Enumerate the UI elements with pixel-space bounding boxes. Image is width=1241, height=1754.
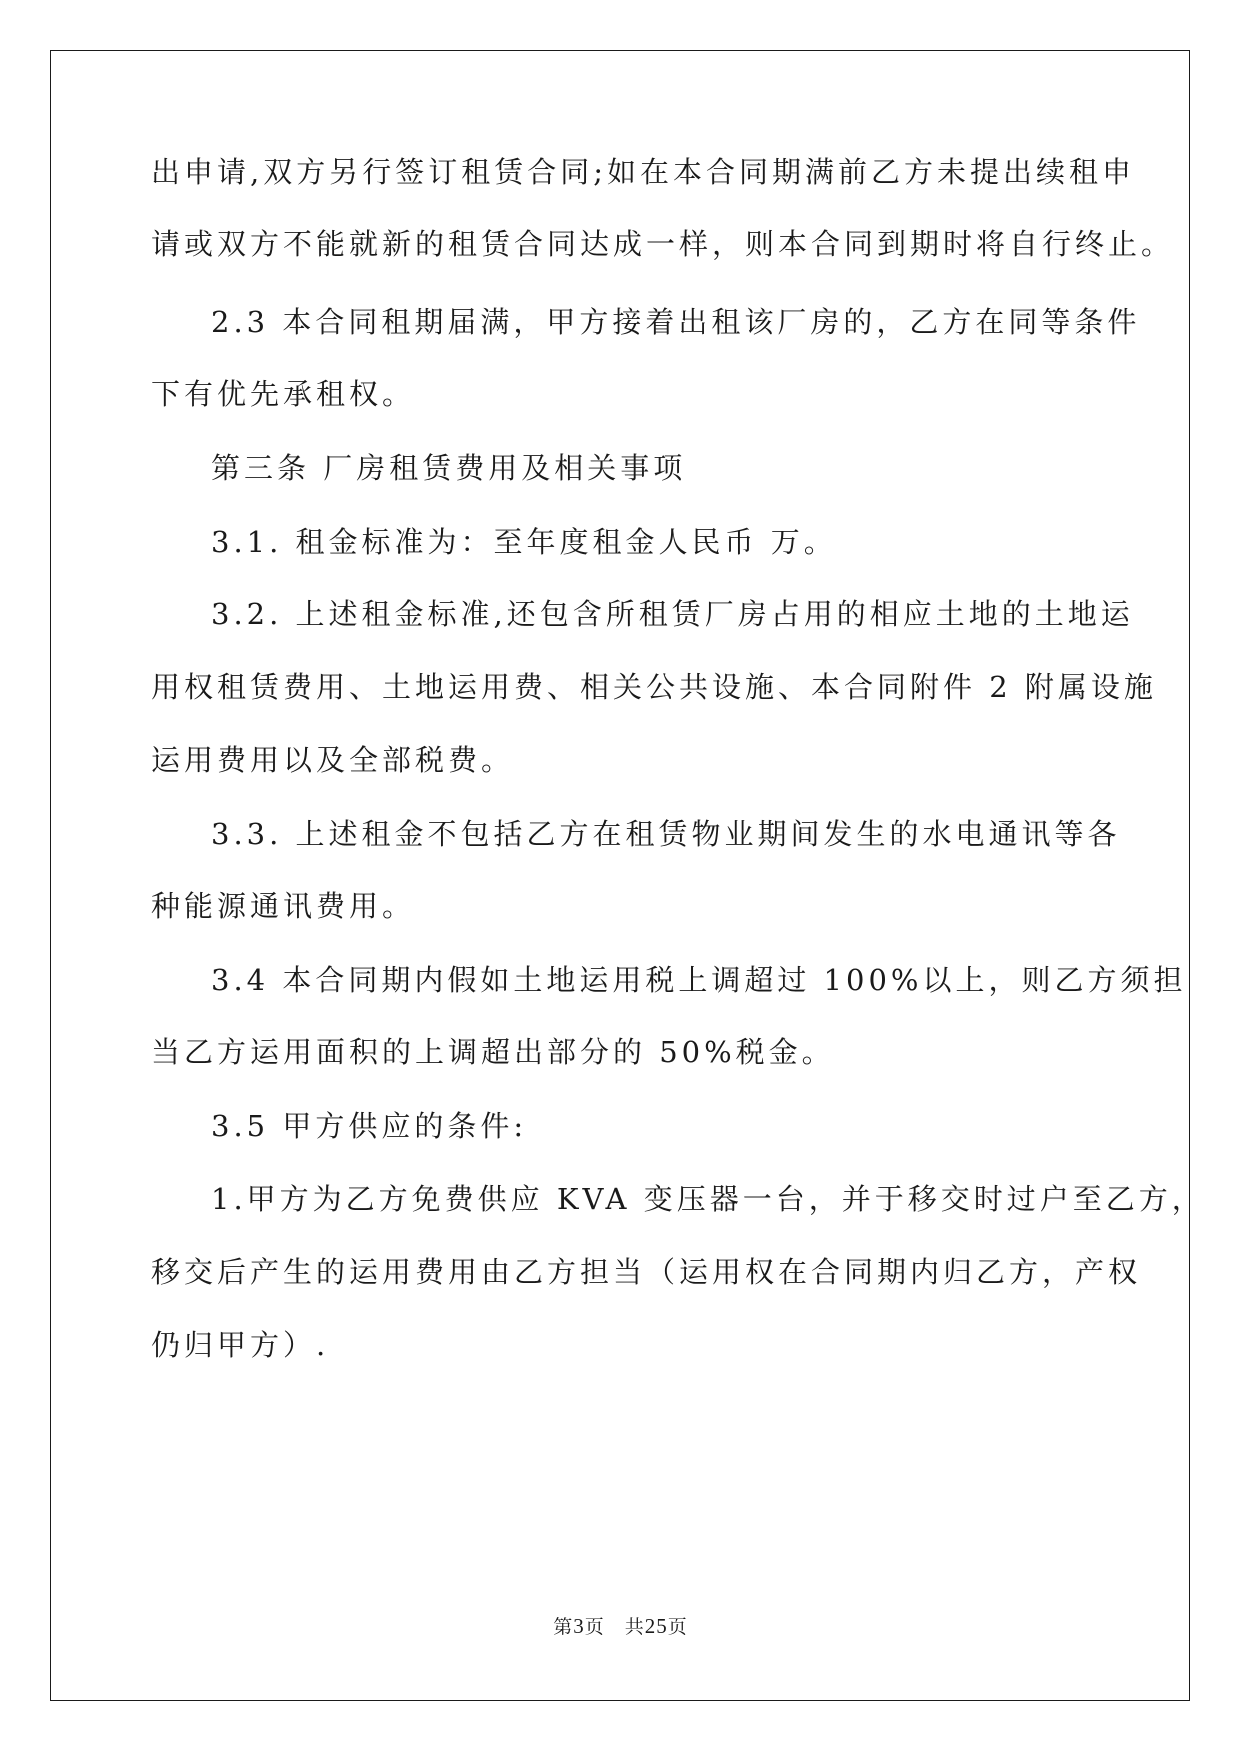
page-footer [0,1612,1241,1639]
text-line: 2.3 本合同租期届满，甲方接着出租该厂房的，乙方在同等条件 [211,305,1141,339]
text-line: 下有优先承租权。 [151,377,416,411]
total-pages: 25 [644,1614,668,1638]
page-border [50,50,1190,1701]
text-line: 1.甲方为乙方免费供应 KVA 变压器一台，并于移交时过户至乙方， [211,1182,1205,1216]
page-number: 3 [573,1614,585,1638]
text-line: 请或双方不能就新的租赁合同达成一样，则本合同到期时将自行终止。 [151,227,1175,261]
text-line: 运用费用以及全部税费。 [151,743,515,777]
footer-middle: 页 共 [584,1616,645,1638]
text-line: 3.4 本合同期内假如土地运用税上调超过 100%以上，则乙方须担 [211,963,1187,997]
text-line: 当乙方运用面积的上调超出部分的 50%税金。 [151,1035,835,1069]
footer-prefix: 第 [553,1616,574,1638]
text-line: 种能源通讯费用。 [151,889,416,923]
text-line: 用权租赁费用、土地运用费、相关公共设施、本合同附件 2 附属设施 [151,670,1157,704]
section-heading: 第三条 厂房租赁费用及相关事项 [211,451,687,485]
text-line: 3.3. 上述租金不包括乙方在租赁物业期间发生的水电通讯等各 [211,817,1121,851]
text-line: 3.1. 租金标准为：至年度租金人民币 万。 [211,525,837,559]
text-line: 3.2. 上述租金标准,还包含所租赁厂房占用的相应土地的土地运 [211,597,1134,631]
text-line: 仍归甲方）. [151,1328,330,1362]
text-line: 移交后产生的运用费用由乙方担当（运用权在合同期内归乙方，产权 [151,1255,1142,1289]
footer-suffix: 页 [667,1616,688,1638]
text-line: 出申请,双方另行签订租赁合同;如在本合同期满前乙方未提出续租申 [151,155,1135,189]
text-line: 3.5 甲方供应的条件: [211,1109,528,1143]
